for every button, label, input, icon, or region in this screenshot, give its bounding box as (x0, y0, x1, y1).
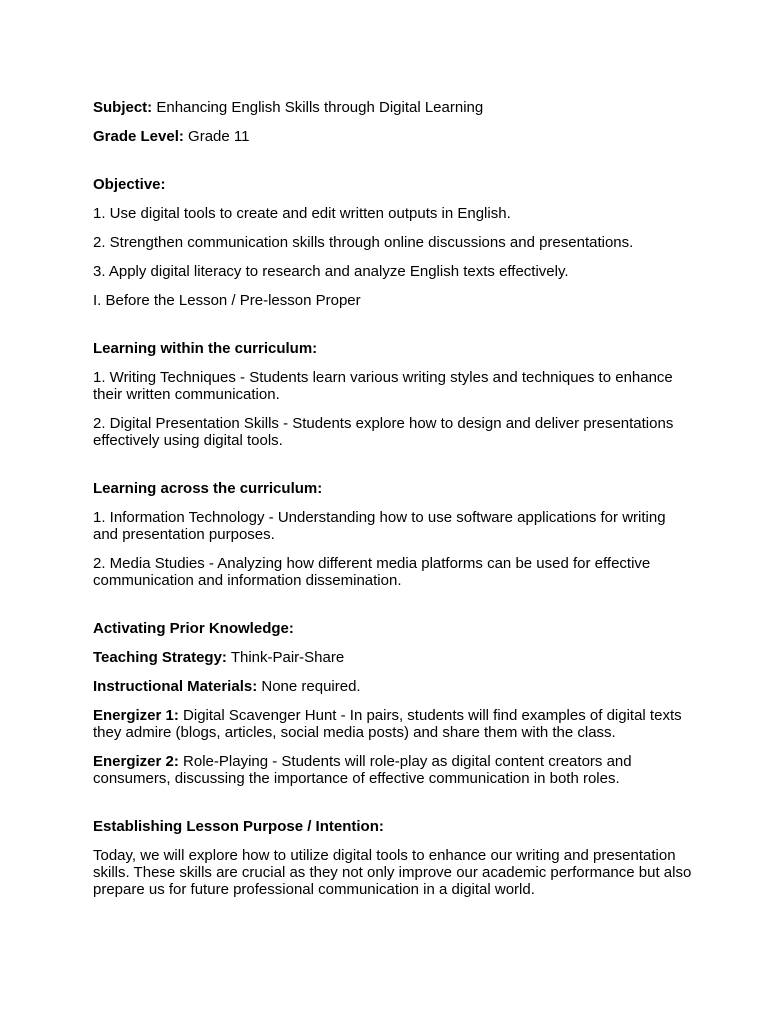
materials-line (93, 678, 693, 695)
document-body (93, 99, 693, 898)
objective-item: 1. Use digital tools to create and edit written outputs in English. (93, 205, 511, 222)
energizer-1 (93, 707, 693, 741)
purpose-heading: Establishing Lesson Purpose / Intention: (93, 818, 384, 835)
energizer-2-text: Role-Playing - Students will role-play as digital content creators and consumers, discussing the importance of effective communication in both roles. (93, 753, 632, 787)
teaching-strategy-value: Think-Pair-Share (226, 649, 345, 666)
across-item: 2. Media Studies - Analyzing how different media platforms can be used for effective communication and information dissemination. (93, 555, 651, 589)
grade-line (93, 128, 693, 145)
grade-label: Grade Level: (93, 128, 184, 145)
materials-value: None required. (257, 678, 361, 695)
across-item: 1. Information Technology - Understanding how to use software applications for writing and presentation purposes. (93, 509, 666, 543)
materials-label: Instructional Materials: (93, 678, 258, 695)
energizer-1-label: Energizer 1: (93, 707, 179, 724)
within-heading: Learning within the curriculum: (93, 340, 318, 357)
prior-knowledge-heading: Activating Prior Knowledge: (93, 620, 294, 637)
across-heading: Learning across the curriculum: (93, 480, 323, 497)
section-before-lesson: I. Before the Lesson / Pre-lesson Proper (93, 292, 361, 309)
energizer-1-text: Digital Scavenger Hunt - In pairs, students will find examples of digital texts they admire (blogs, articles, social media posts) and share them with the class. (93, 707, 682, 741)
within-item: 2. Digital Presentation Skills - Students explore how to design and deliver presentations effectively using digital tools. (93, 415, 674, 449)
purpose-text: Today, we will explore how to utilize digital tools to enhance our writing and presentation skills. These skills are crucial as they not only improve our academic performance but also prepare us for future professional communication in a digital world. (93, 847, 692, 898)
subject-line (93, 99, 693, 116)
grade-value: Grade 11 (183, 128, 250, 145)
subject-label: Subject: (93, 99, 153, 116)
teaching-strategy-line (93, 649, 693, 666)
objective-item: 3. Apply digital literacy to research and analyze English texts effectively. (93, 263, 569, 280)
objective-item: 2. Strengthen communication skills through online discussions and presentations. (93, 234, 634, 251)
objective-heading: Objective: (93, 176, 166, 193)
teaching-strategy-label: Teaching Strategy: (93, 649, 227, 666)
energizer-2 (93, 753, 693, 787)
within-item: 1. Writing Techniques - Students learn various writing styles and techniques to enhance their written communication. (93, 369, 673, 403)
subject-value: Enhancing English Skills through Digital Learning (152, 99, 484, 116)
energizer-2-label: Energizer 2: (93, 753, 179, 770)
